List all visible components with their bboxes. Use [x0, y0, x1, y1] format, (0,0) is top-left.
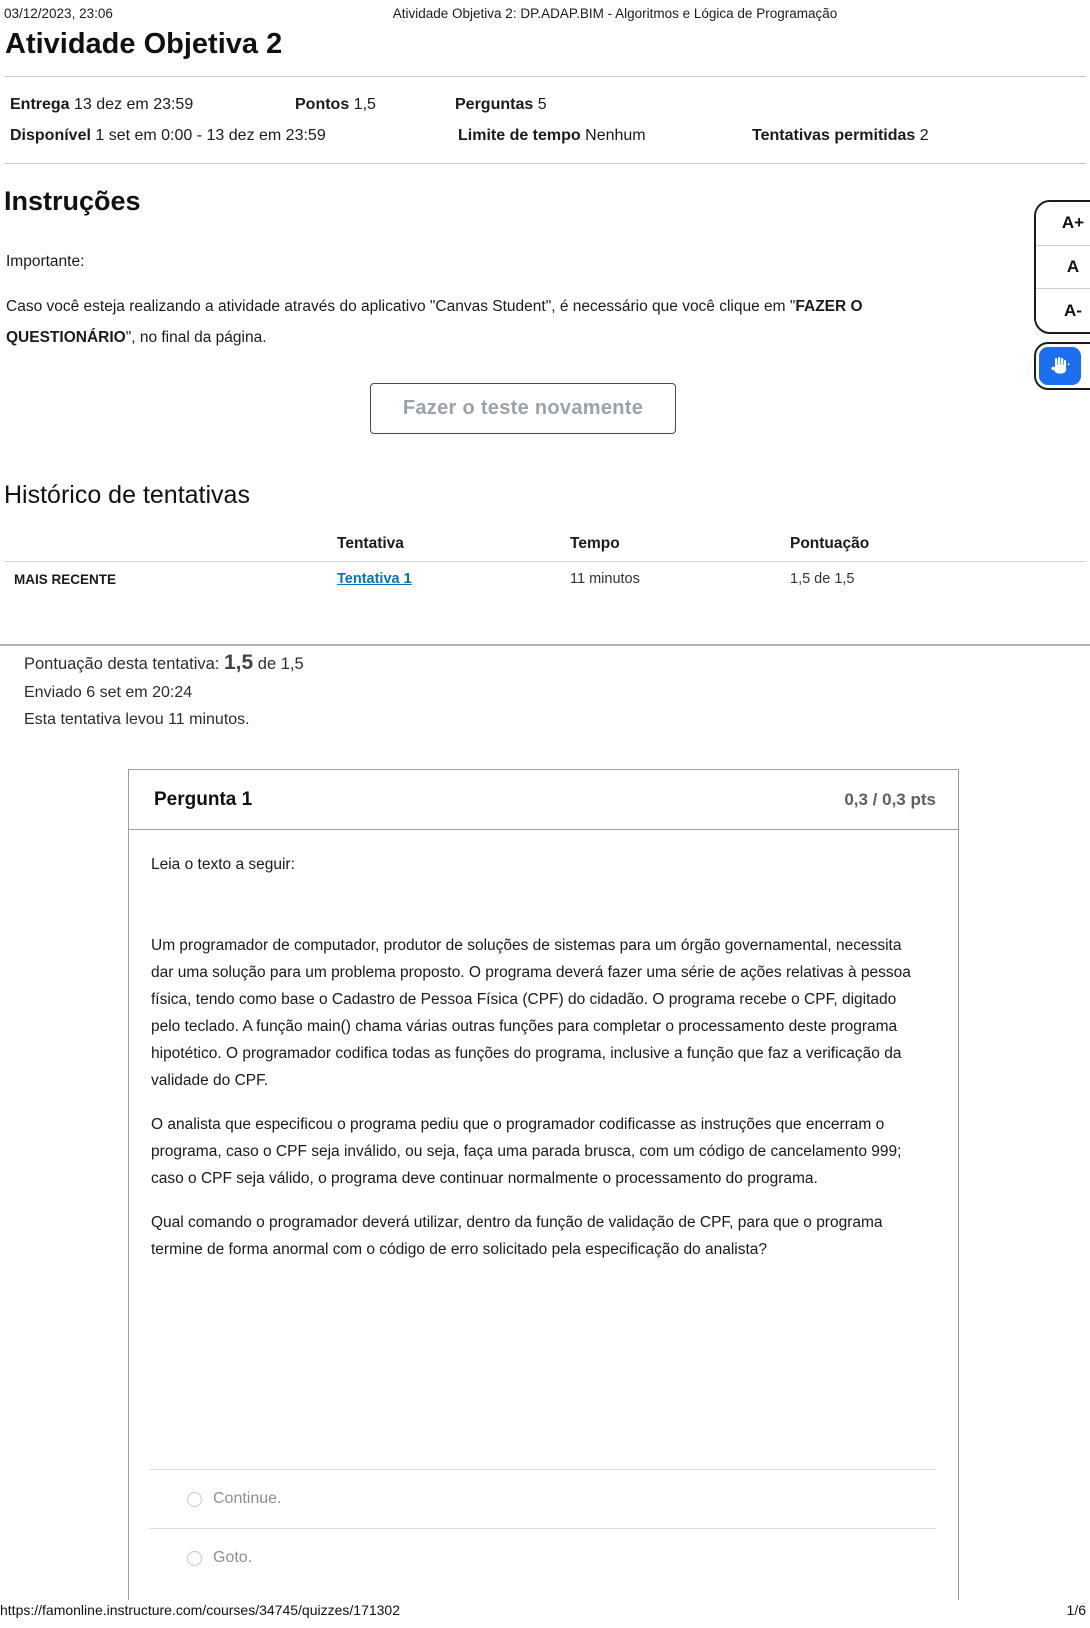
divider [0, 644, 1090, 646]
answer-option-label: Continue. [213, 1490, 282, 1507]
attempt-score-label: Pontuação desta tentativa: [24, 655, 220, 673]
meta-entrega [10, 96, 193, 114]
font-decrease-button[interactable]: A- [1036, 289, 1090, 332]
meta-disponivel-label: Disponível [10, 127, 91, 144]
print-datetime: 03/12/2023, 23:06 [4, 6, 113, 21]
history-row-score: 1,5 de 1,5 [790, 571, 855, 587]
attempt-submitted: Enviado 6 set em 20:24 [24, 684, 193, 701]
divider [4, 76, 1086, 77]
print-document-title: Atividade Objetiva 2: DP.ADAP.BIM - Algoritmos e Lógica de Programação [392, 6, 838, 21]
meta-perguntas-value: 5 [537, 96, 547, 113]
meta-tentativas-value: 2 [919, 127, 929, 144]
attempt-link[interactable]: Tentativa 1 [337, 571, 412, 587]
instructions-important: Importante: [6, 253, 85, 270]
history-col-score: Pontuação [790, 535, 870, 552]
meta-disponivel-value: 1 set em 0:00 - 13 dez em 23:59 [95, 127, 326, 144]
history-col-time: Tempo [570, 535, 620, 552]
history-row-attempt [337, 571, 412, 587]
question-points: 0,3 / 0,3 pts [844, 789, 936, 809]
question-paragraph: Qual comando o programador deverá utilizar, dentro da função de validação de CPF, para que o programa termine de forma anormal com o código de erro solicitado pela especificação do analista? [151, 1214, 883, 1258]
question-card [128, 769, 959, 1600]
meta-pontos-value: 1,5 [353, 96, 376, 113]
sign-language-hand-icon [1039, 347, 1081, 385]
divider [4, 163, 1086, 164]
attempt-duration: Esta tentativa levou 11 minutos. [24, 711, 250, 728]
retake-quiz-button[interactable]: Fazer o teste novamente [370, 383, 676, 434]
meta-perguntas [455, 96, 547, 114]
meta-tentativas-label: Tentativas permitidas [752, 127, 916, 144]
meta-pontos-label: Pontos [295, 96, 350, 113]
font-increase-button[interactable]: A+ [1036, 202, 1090, 246]
meta-pontos [295, 96, 376, 114]
instructions-note-before: Caso você esteja realizando a atividade através do aplicativo "Canvas Student", é necessário que você clique em " [6, 298, 796, 315]
question-body [151, 830, 911, 1263]
meta-entrega-label: Entrega [10, 96, 70, 113]
history-col-attempt: Tentativa [337, 535, 404, 552]
meta-limite-label: Limite de tempo [458, 127, 581, 144]
question-paragraph: Um programador de computador, produtor de soluções de sistemas para um órgão governamental, necessita dar uma solução para um problema proposto. O programa deverá fazer uma série de ações relativas à pessoa física, tendo como base o Cadastro de Pessoa Física (CPF) do cidadão. O programa recebe o CPF, digitado pelo teclado. A função main() chama várias outras funções para completar o processamento deste programa hipotético. O programador codifica todas as funções do programa, inclusive a função que faz a verificação da validade do CPF. [151, 937, 911, 1089]
instructions-heading: Instruções [4, 186, 141, 216]
footer-page-number: 1/6 [1066, 1602, 1086, 1618]
footer-url: https://famonline.instructure.com/courses/34745/quizzes/171302 [0, 1602, 401, 1618]
page-title: Atividade Objetiva 2 [5, 28, 283, 60]
attempt-score-line [24, 651, 304, 675]
attempt-score-value: 1,5 [223, 651, 254, 674]
history-heading: Histórico de tentativas [4, 481, 250, 509]
instructions-note-after: ", no final da página. [125, 329, 267, 346]
instructions-note [6, 291, 992, 353]
history-row-tag: MAIS RECENTE [14, 572, 117, 587]
font-normal-button[interactable]: A [1036, 246, 1090, 290]
question-title: Pergunta 1 [154, 788, 253, 810]
divider [4, 561, 1086, 562]
radio-goto-icon[interactable] [187, 1551, 202, 1566]
question-intro: Leia o texto a seguir: [151, 856, 295, 873]
meta-perguntas-label: Perguntas [455, 96, 534, 113]
answer-option-goto[interactable] [149, 1528, 936, 1587]
sign-language-widget[interactable] [1034, 342, 1090, 390]
meta-tentativas [752, 127, 929, 145]
font-size-widget [1034, 200, 1090, 334]
radio-continue-icon[interactable] [187, 1492, 202, 1507]
question-header [129, 770, 958, 830]
meta-entrega-value: 13 dez em 23:59 [74, 96, 194, 113]
meta-limite-tempo [458, 127, 646, 145]
answer-option-continue[interactable] [149, 1469, 936, 1528]
attempt-score-total: de 1,5 [257, 655, 304, 673]
question-paragraph: O analista que especificou o programa pediu que o programador codificasse as instruções que encerram o programa, caso o CPF seja inválido, ou seja, faça uma parada brusca, com um código de cancelamento 999; caso o CPF seja válido, o programa deve continuar normalmente o processamento do programa. [151, 1116, 902, 1187]
meta-disponivel [10, 127, 326, 145]
answer-options [149, 1469, 936, 1587]
meta-limite-value: Nenhum [585, 127, 646, 144]
answer-option-label: Goto. [213, 1549, 253, 1566]
instructions-note-bold: FAZER O QUESTIONÁRIO [6, 298, 863, 346]
history-row-time: 11 minutos [570, 571, 640, 587]
